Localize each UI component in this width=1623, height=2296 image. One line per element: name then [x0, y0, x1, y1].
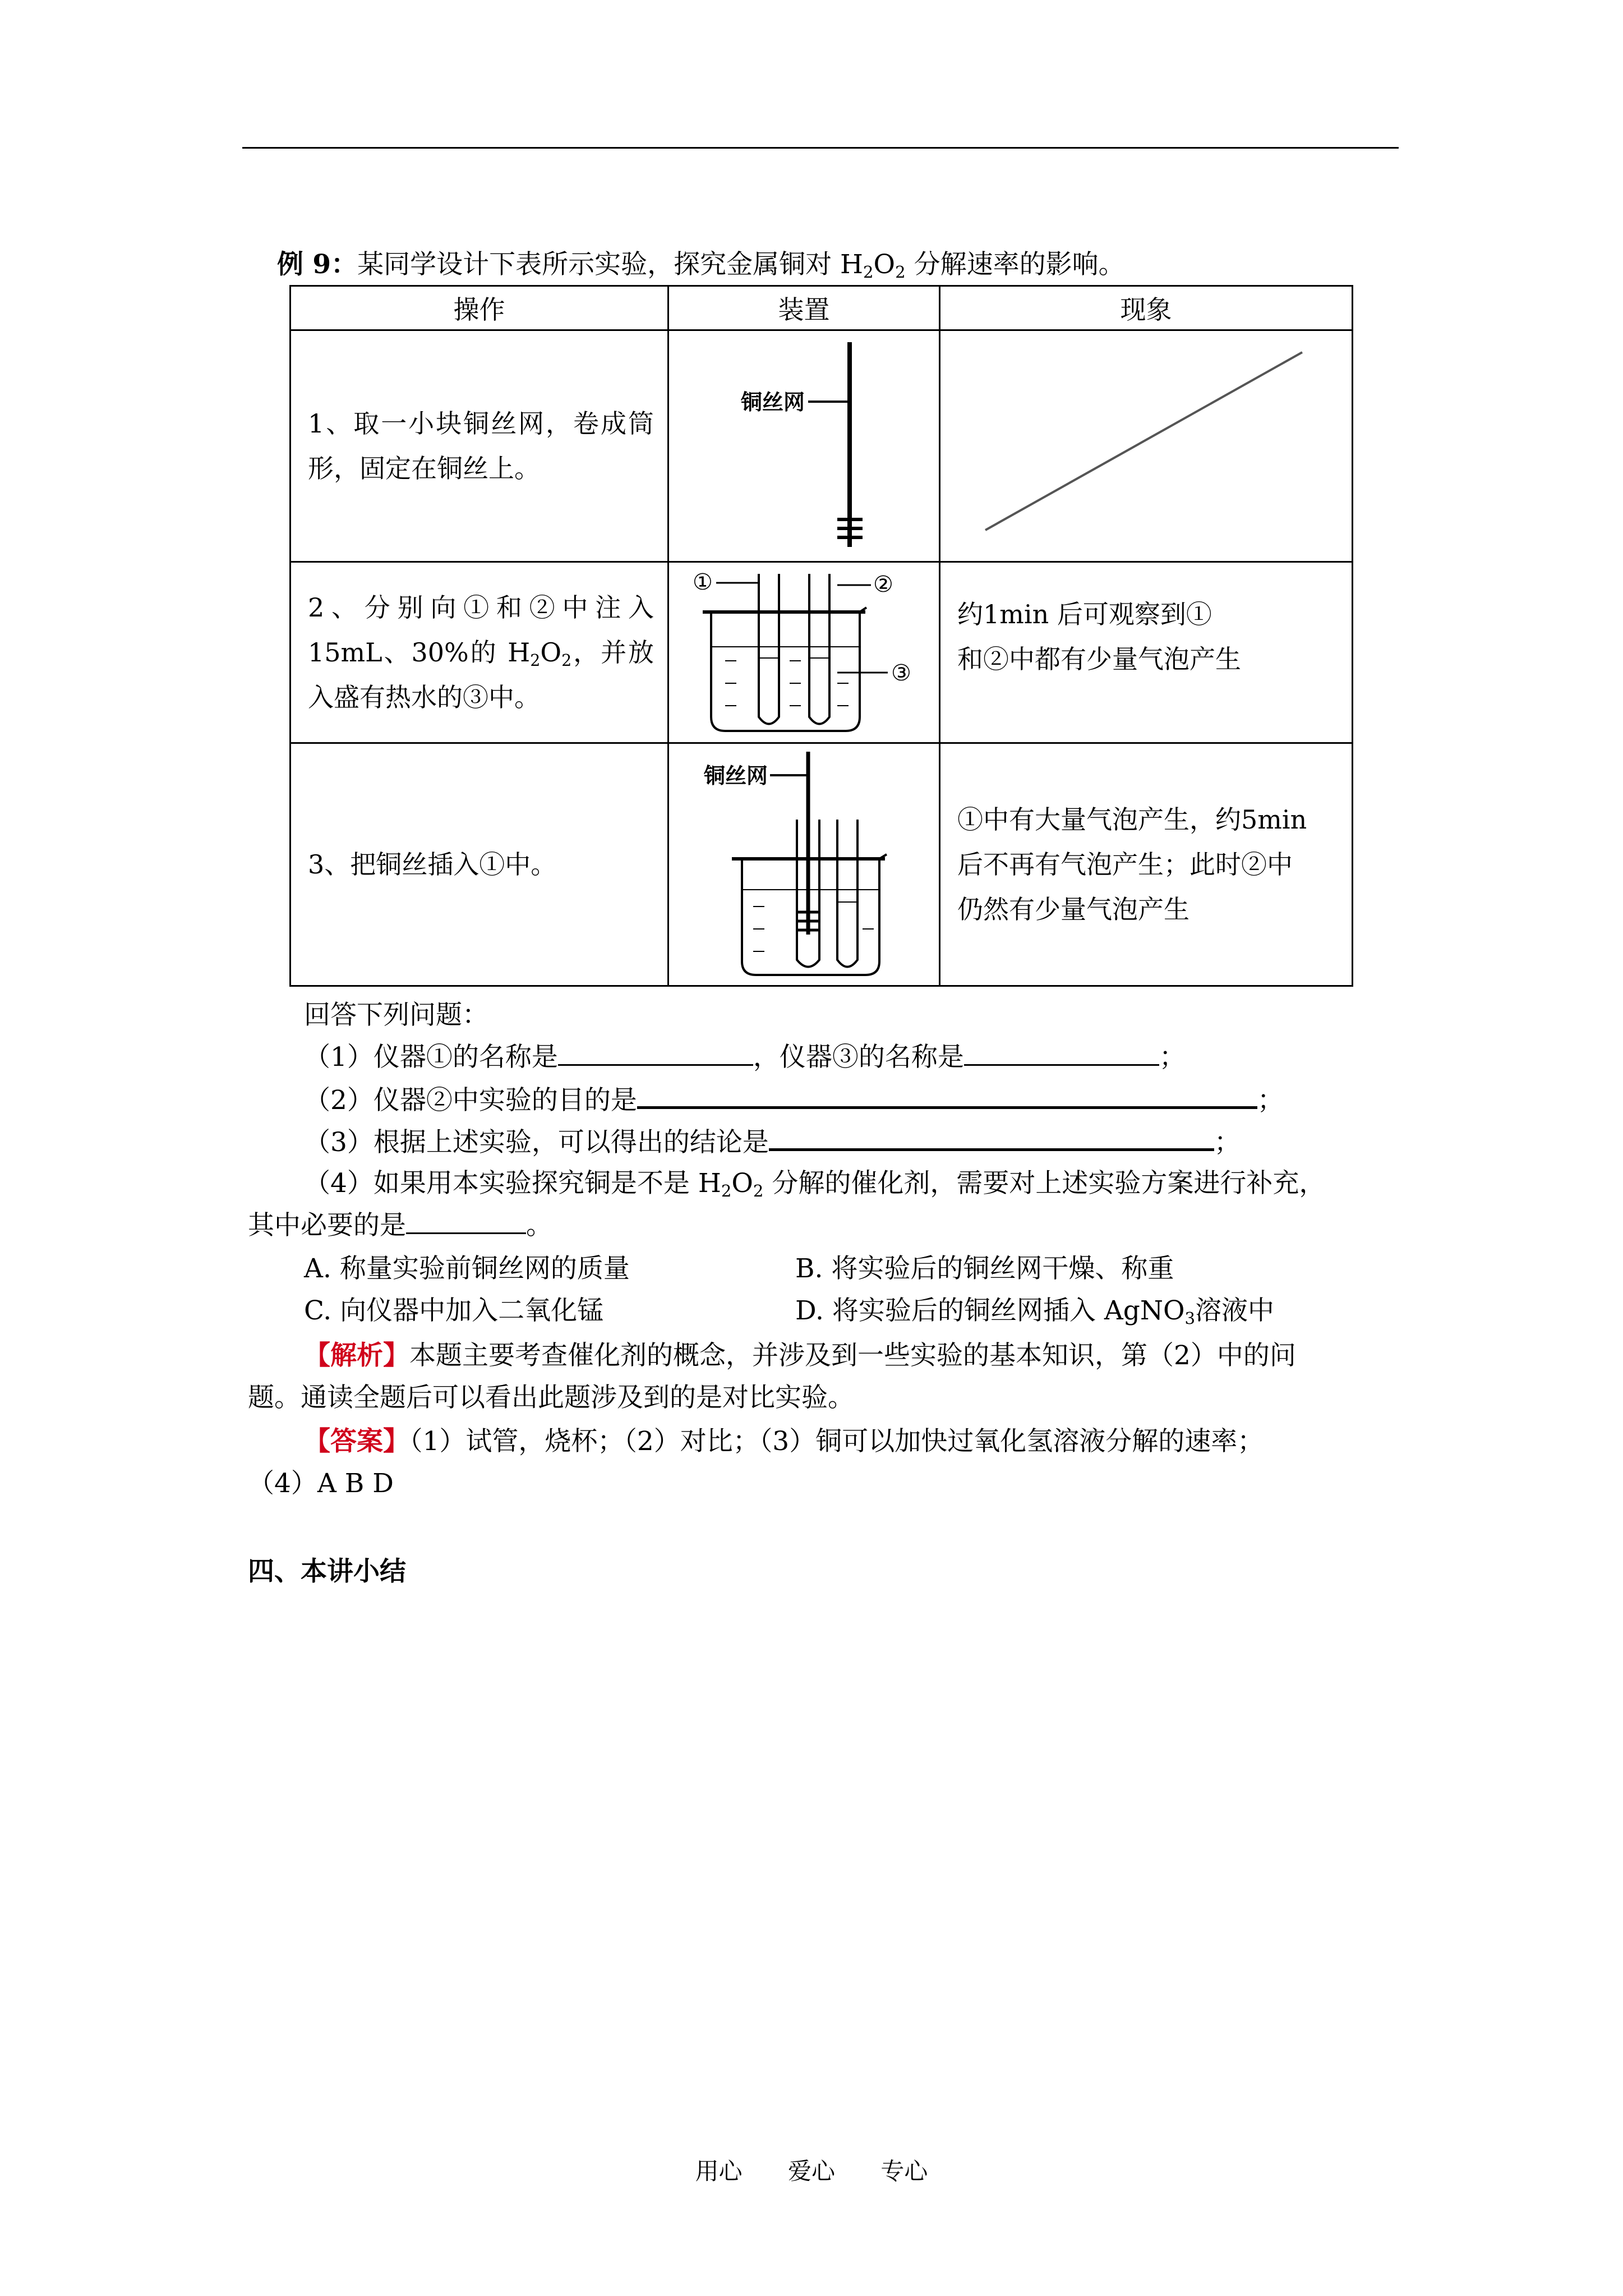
blank-4: [769, 1124, 1214, 1151]
answer-line2: （4）A B D: [248, 1468, 394, 1499]
analysis-line1: 【解析】本题主要考查催化剂的概念，并涉及到一些实验的基本知识，第（2）中的问: [304, 1340, 1296, 1371]
row3-apparatus: [668, 743, 940, 986]
option-c: C. 向仪器中加入二氧化锰: [304, 1295, 604, 1326]
row1-apparatus: [668, 330, 940, 562]
row1-operation: 1、取一小块铜丝网，卷成筒形，固定在铜丝上。: [291, 330, 668, 562]
row3-phenomenon: ①中有大量气泡产生，约5min 后不再有气泡产生；此时②中 仍然有少量气泡产生: [940, 743, 1353, 986]
row3-operation: 3、把铜丝插入①中。: [291, 743, 668, 986]
blank-5: [406, 1208, 526, 1234]
section-summary-heading: 四、本讲小结: [248, 1556, 406, 1587]
page-footer: 用心 爱心 专心: [695, 2157, 928, 2185]
blank-3: [637, 1082, 1257, 1109]
blank-2: [964, 1039, 1159, 1066]
beaker-copper-inserted-diagram: [669, 744, 940, 985]
row2-apparatus: [668, 562, 940, 743]
strike-line: [940, 331, 1353, 561]
example-title: 例 9：某同学设计下表所示实验，探究金属铜对 $H_2O_2$ 分解速率的影响。: [277, 249, 1125, 282]
row2-operation: 2、分别向①和②中注入15mL、30%的 $H_2O_2$，并放入盛有热水的③中。: [291, 562, 668, 743]
question-4-line1: （4）如果用本实验探究铜是不是 $H_2O_2$ 分解的催化剂，需要对上述实验方案进行补充，: [304, 1168, 1326, 1201]
label-tube-1: ①: [693, 569, 713, 595]
questions-intro: 回答下列问题：: [304, 1000, 488, 1030]
option-b: B. 将实验后的铜丝网干燥、称重: [795, 1253, 1174, 1284]
answer-line1: 【答案】（1）试管，烧杯；（2）对比；（3）铜可以加快过氧化氢溶液分解的速率；: [304, 1426, 1264, 1457]
option-a: A. 称量实验前铜丝网的质量: [304, 1253, 630, 1284]
label-tube-2: ②: [873, 572, 893, 597]
header-operation: 操作: [291, 286, 668, 330]
row2-phenomenon: 约1min 后可观察到① 和②中都有少量气泡产生: [940, 562, 1353, 743]
question-1: （1）仪器①的名称是 ，仪器③的名称是 ；: [304, 1039, 1186, 1075]
question-3: （3）根据上述实验，可以得出的结论是 ；: [304, 1124, 1241, 1161]
row1-phenomenon: [940, 330, 1353, 562]
header-rule: [242, 147, 1399, 149]
experiment-table: [289, 285, 1353, 987]
example-text-before: 某同学设计下表所示实验，探究金属铜对 H: [357, 249, 864, 280]
analysis-label: 【解析】: [304, 1340, 409, 1371]
answer-label: 【答案】: [304, 1426, 409, 1457]
beaker-test-tubes-diagram: [669, 563, 940, 742]
analysis-line2: 题。通读全题后可以看出此题涉及到的是对比实验。: [248, 1382, 854, 1413]
example-text-after: 分解速率的影响。: [905, 249, 1125, 280]
table-row: [291, 562, 1353, 743]
blank-1: [558, 1039, 753, 1066]
question-2: （2）仪器②中实验的目的是 ；: [304, 1082, 1284, 1119]
copper-wire-mesh-diagram: [669, 331, 940, 561]
example-label: 例 9：: [277, 249, 358, 280]
header-phenomenon: 现象: [940, 286, 1353, 330]
header-apparatus: 装置: [668, 286, 940, 330]
question-4-line2: 其中必要的是 。: [248, 1208, 552, 1244]
copper-mesh-label-2: 铜丝网: [704, 763, 768, 788]
copper-mesh-label: 铜丝网: [741, 390, 805, 415]
label-beaker-3: ③: [891, 660, 911, 686]
table-header-row: [291, 286, 1353, 330]
option-d: D. 将实验后的铜丝网插入 AgNO$_3$溶液中: [795, 1295, 1275, 1328]
table-row: [291, 330, 1353, 562]
table-row: [291, 743, 1353, 986]
